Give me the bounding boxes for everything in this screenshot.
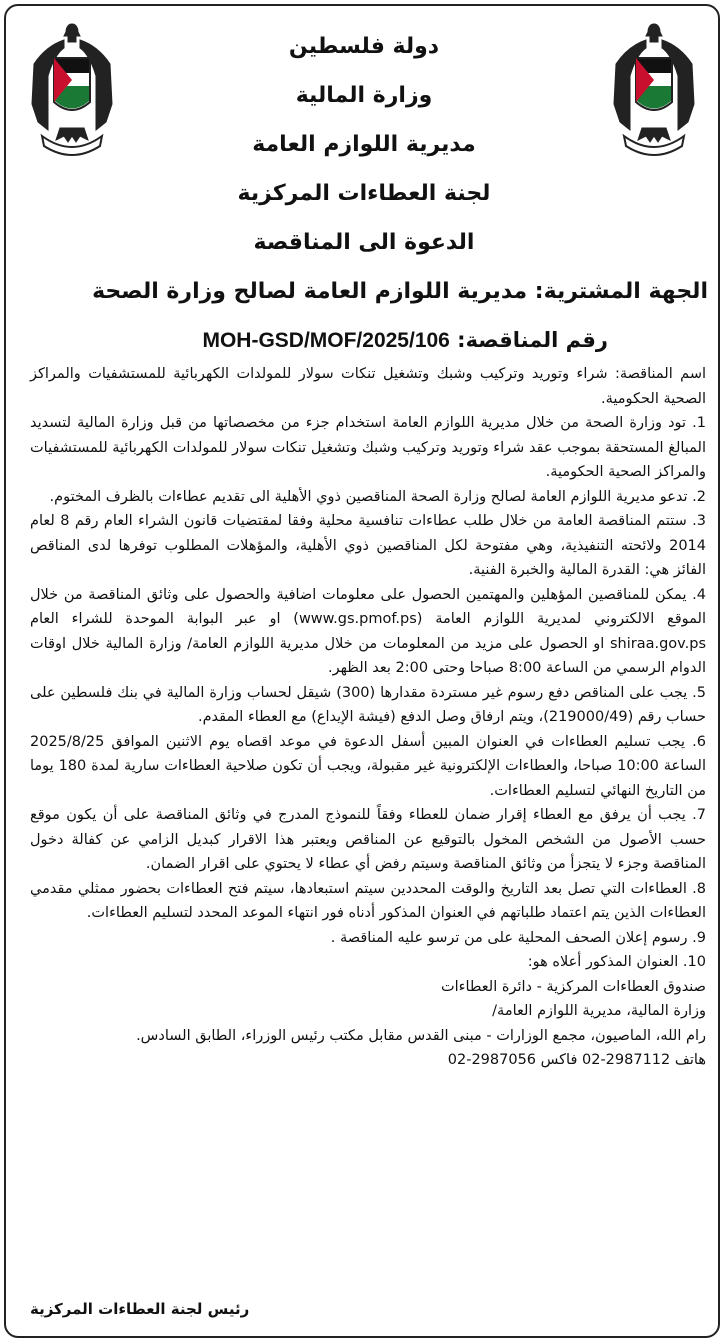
header-line-invitation: الدعوة الى المناقصة	[253, 230, 475, 255]
list-item: 7. يجب أن يرفق مع العطاء إقرار ضمان للعطاء وفقاً للنموذج المدرج في وثائق المناقصة على أن يكون موقع حسب الأصول من الشخص المخول بالتوقيع عن المناقص ويعتبر هذا الاقرار كبديل الزامي عن كفالة دخول المناقصة وجزء لا يتجزأ من وثائق المناقصة وسيتم رفض أي عطاء لا يحتوي على اقرار الضمان.	[30, 807, 706, 872]
purchasing-entity: الجهة المشترية: مديرية اللوازم العامة لصالح وزارة الصحة	[92, 279, 708, 304]
list-item: 9. رسوم إعلان الصحف المحلية على من ترسو عليه المناقصة .	[330, 929, 706, 946]
tender-number	[202, 318, 608, 363]
address-line: صندوق العطاءات المركزية - دائرة العطاءات	[441, 978, 706, 995]
tender-name: اسم المناقصة: شراء وتوريد وتركيب وشبك وتشغيل تنكات سولار للمولدات الكهربائية للمستشفيات والمراكز الصحية الحكومية.	[30, 366, 706, 407]
address-block	[30, 975, 706, 1049]
list-item: 2. تدعو مديرية اللوازم العامة لصالح وزارة الصحة المناقصين ذوي الأهلية الى تقديم عطاءات بالظرف المختوم.	[49, 488, 706, 505]
palestine-eagle-emblem-right	[610, 18, 698, 160]
eagle-emblem-icon	[28, 18, 116, 160]
signature: رئيس لجنة العطاءات المركزية	[30, 1300, 250, 1318]
palestine-eagle-emblem-left	[28, 18, 116, 160]
tender-body	[30, 362, 706, 1073]
list-item: 1. تود وزارة الصحة من خلال مديرية اللوازم العامة استخدام جزء من مخصصاتها من قبل وزارة المالية لتسديد المبالغ المستحقة بموجب عقد شراء وتوريد وتركيب وشبك وتشغيل تنكات سولار للمولدات الكهربائية للمستشفيات والمراكز الصحية الحكومية.	[30, 415, 706, 480]
tender-number-label: رقم المناقصة:	[457, 328, 608, 352]
address-line: رام الله، الماصيون، مجمع الوزارات - مبنى القدس مقابل مكتب رئيس الوزراء، الطابق السادس.	[136, 1027, 706, 1044]
address-line: وزارة المالية، مديرية اللوازم العامة/	[492, 1003, 706, 1019]
phone-label: هاتف	[674, 1052, 706, 1068]
tender-number-code: MOH-GSD/MOF/2025/106	[202, 329, 450, 352]
list-item: 6. يجب تسليم العطاءات في العنوان المبين أسفل الدعوة في موعد اقصاه يوم الاثنين الموافق 2025/8/25 الساعة 10:00 صباحا، والعطاءات الإلكترونية غير مقبولة، ويجب أن تكون صلاحية العطاءات سارية لمدة 180 يوما من التاريخ النهائي لتسليم العطاءات.	[30, 733, 707, 799]
phone-number: 02-2987112	[582, 1052, 671, 1068]
contact-line	[30, 1048, 706, 1073]
fax-number: 02-2987056	[447, 1052, 537, 1068]
list-item: 8. العطاءات التي تصل بعد التاريخ والوقت المحددين سيتم استبعادها، سيتم فتح العطاءات بحضور ممثلي مقدمي العطاءات الذين يتم اعتماد طلباتهم في العنوان المذكور أدناه فور انتهاء الموعد المحدد لتسليم العطاءات.	[30, 880, 706, 921]
list-item: 10. العنوان المذكور أعلاه هو:	[527, 954, 706, 970]
header-block	[130, 22, 598, 267]
list-item: 5. يجب على المناقص دفع رسوم غير مستردة مقدارها (300) شيقل لحساب وزارة المالية في بنك فلسطين على حساب رقم (219000/49)، ويتم ارفاق وصل الدفع (فيشة الإيداع) مع العطاء المقدم.	[30, 684, 706, 725]
header-line-ministry: وزارة المالية	[295, 83, 433, 108]
list-item: 4. يمكن للمناقصين المؤهلين والمهتمين الحصول على معلومات اضافية والحصول على وثائق المناقصة من خلال الموقع الالكتروني لمديرية اللوازم العامة (www.gs.pmof.ps) او عبر البوابة الموحدة للشراء العام shiraa.gov.ps او الحصول على مزيد من المعلومات من خلال مديرية اللوازم العامة/ وزارة المالية خلال اوقات الدوام الرسمي من الساعة 8:00 صباحا وحتى 2:00 بعد الظهر.	[30, 586, 706, 676]
eagle-emblem-icon	[610, 18, 698, 160]
fax-label: فاكس	[540, 1052, 578, 1068]
header-line-state: دولة فلسطين	[288, 34, 440, 59]
header-line-directorate: مديرية اللوازم العامة	[252, 132, 476, 157]
header-line-committee: لجنة العطاءات المركزية	[237, 181, 491, 206]
list-item: 3. ستتم المناقصة العامة من خلال طلب عطاءات تنافسية محلية وفقا لمقتضيات قانون الشراء العام رقم 8 لعام 2014 ولائحته التنفيذية، وهي مفتوحة لكل المناقصين ذوي الأهلية، والمؤهلات المطلوب توفرها لدى المناقص الفائز هي: القدرة المالية والخبرة الفنية.	[30, 513, 706, 578]
